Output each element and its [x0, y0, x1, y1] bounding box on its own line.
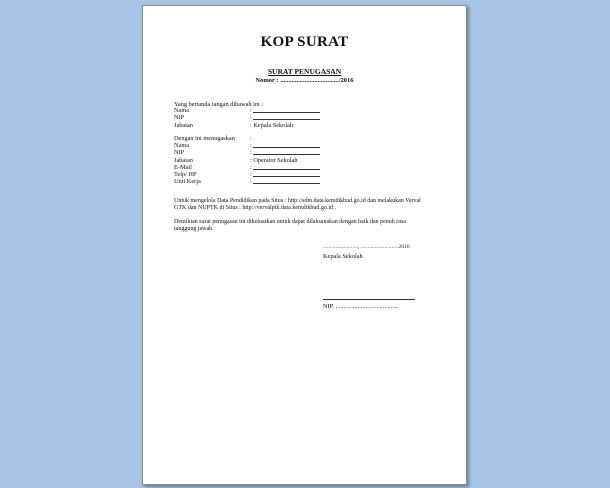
letter-number: Nomor : ..................................../2016 [255, 77, 354, 84]
field-value: : Kepala Sekolah [250, 122, 294, 129]
field-blank-line [253, 149, 320, 155]
field-blank-line [253, 114, 320, 120]
signer-nip: NIP. ........................................ [323, 303, 399, 310]
field-colon: : [250, 114, 252, 121]
assign-intro-text: Dengan ini menugaskan [174, 135, 235, 142]
field-label: Telp/ HP [174, 171, 197, 178]
field-label: Jabatan [174, 157, 193, 164]
signer-role: Kepala Sekolah [323, 253, 363, 260]
field-label: NIP [174, 149, 185, 156]
field-blank-line [253, 142, 320, 148]
intro-text: Yang bertanda tangan dibawah ini : [174, 101, 264, 108]
signature-line [323, 299, 415, 300]
field-label: E-Mail [174, 164, 192, 171]
field-label: Unit Kerja [174, 178, 201, 185]
body-paragraph-1: Untuk mengelola Data Pendidikan pada Situs : http://sdm.data.kemdikbud.go.id dan melakukan Verval GTK dan NUPTK di Situs : http://vervalptk.data.kemdikbud.go.id . [174, 198, 421, 212]
field-blank-line [253, 178, 320, 184]
field-label: Nama [174, 142, 190, 149]
field-label: Nama [174, 107, 190, 114]
document-page [142, 5, 467, 485]
field-colon: : [250, 178, 252, 185]
field-label: NIP [174, 114, 185, 121]
body-paragraph-2: Demikian surat penugasan ini dikeluarkan untuk dapat dilaksanakan dengan baik dan penuh rasa tanggung jawab. [174, 219, 406, 233]
field-blank-line [253, 164, 320, 170]
field-label: Jabatan [174, 122, 193, 129]
field-colon: : [250, 149, 252, 156]
field-blank-line [253, 171, 320, 177]
field-colon: : [250, 135, 252, 142]
field-colon: : [250, 164, 252, 171]
field-value: : Operator Sekolah [250, 157, 298, 164]
date-line: ........................., ...........................2016 [323, 244, 410, 250]
letter-title: SURAT PENUGASAN [267, 67, 342, 76]
field-colon: : [250, 107, 252, 114]
field-blank-line [253, 107, 320, 113]
letterhead-title: KOP SURAT [260, 34, 349, 50]
field-colon: : [250, 142, 252, 149]
field-colon: : [250, 171, 252, 178]
